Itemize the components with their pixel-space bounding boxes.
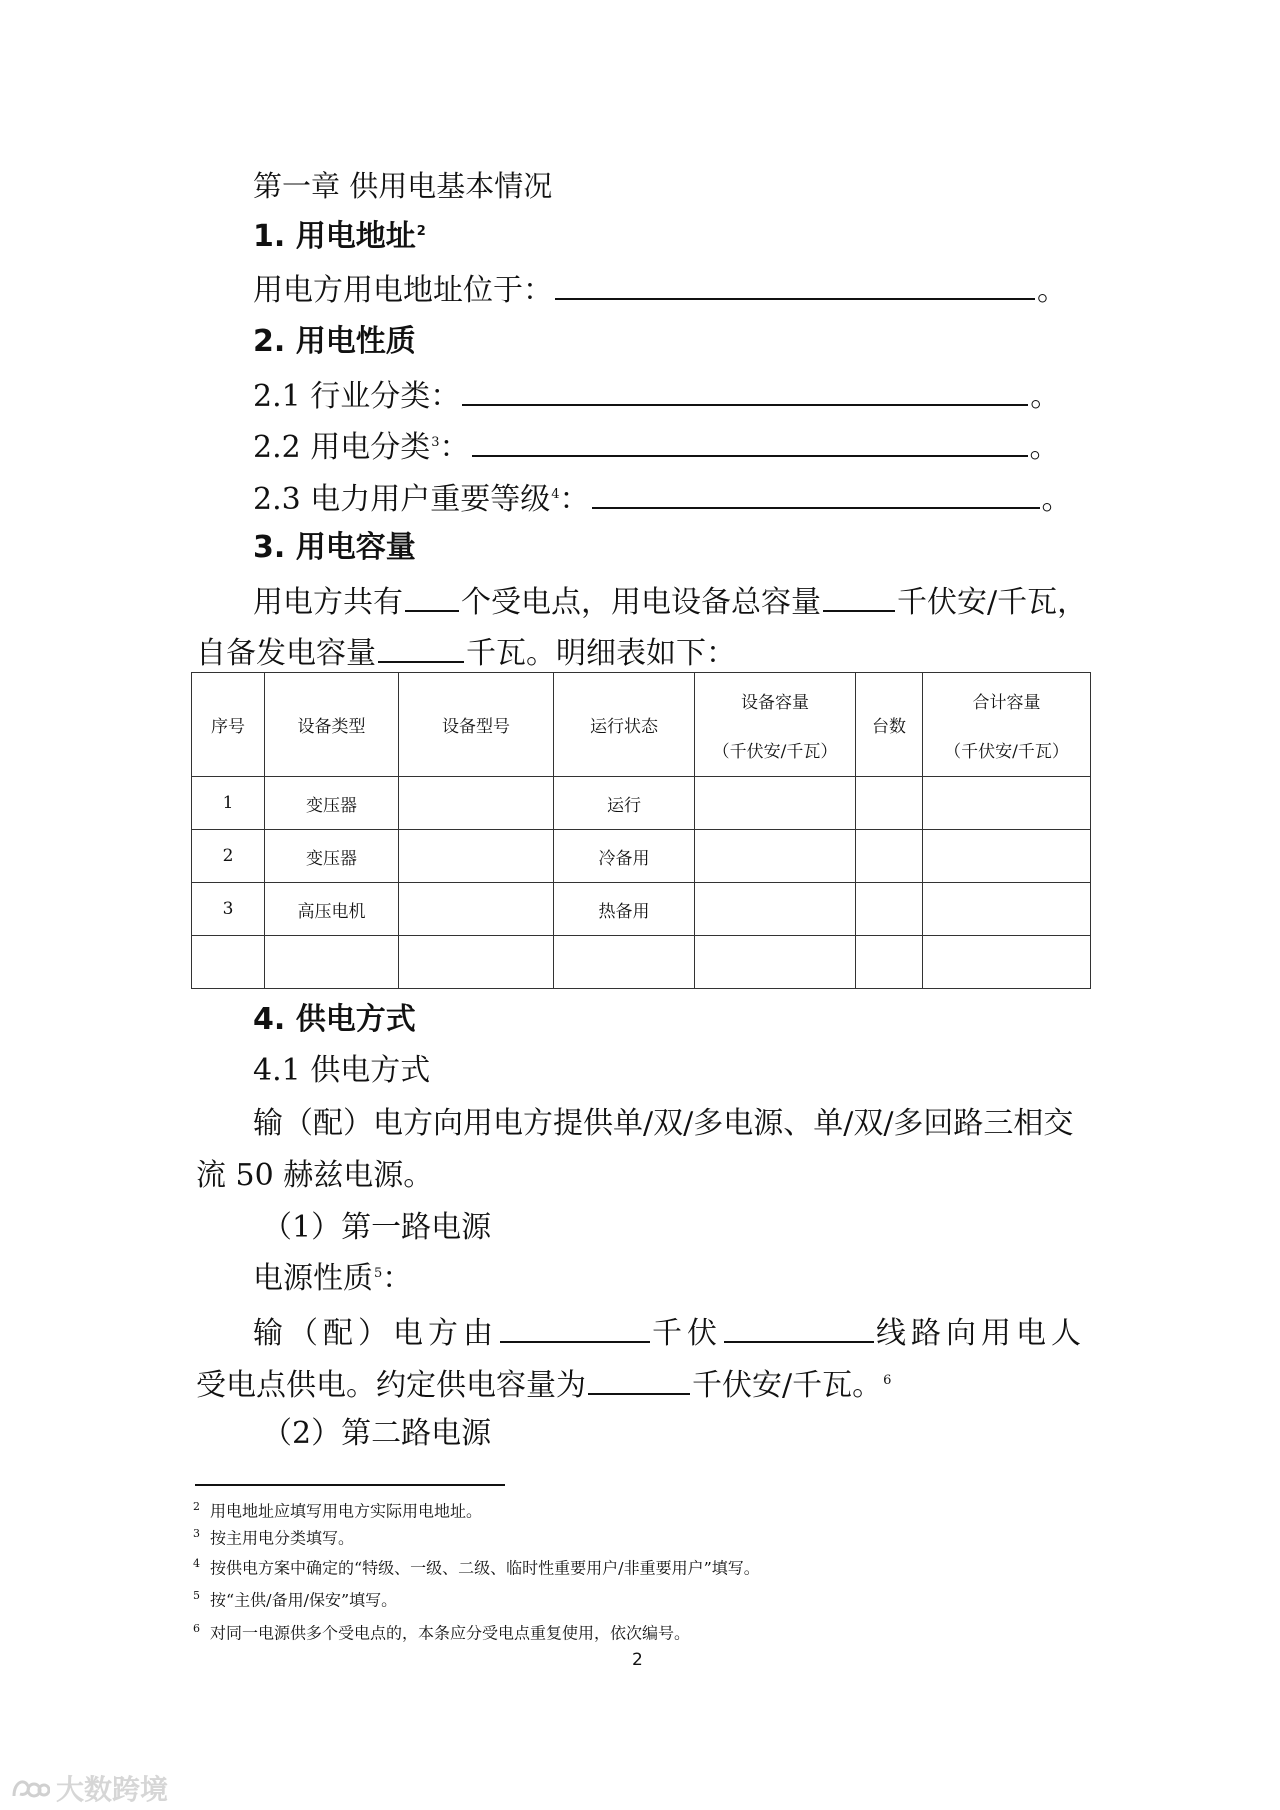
capacity-line-2 bbox=[196, 631, 736, 674]
footnote-text: 按主用电分类填写。 bbox=[210, 1528, 355, 1548]
cell-capacity[interactable] bbox=[695, 883, 856, 936]
supply-text-d: 受电点供电。约定供电容量为 bbox=[196, 1368, 586, 1403]
cell-type[interactable] bbox=[265, 936, 399, 989]
industry-label: 2.1 行业分类： bbox=[253, 379, 461, 414]
footnote-rule bbox=[195, 1484, 505, 1486]
source-nature-line bbox=[253, 1259, 412, 1299]
period: 。 bbox=[1041, 482, 1072, 517]
cell-type: 高压电机 bbox=[265, 883, 399, 936]
supply-paragraph-line-2: 流 50 赫兹电源。 bbox=[196, 1158, 434, 1193]
footnote-text: 按“主供/备用/保安”填写。 bbox=[210, 1590, 398, 1610]
cell-status: 冷备用 bbox=[554, 830, 695, 883]
table-header-row bbox=[192, 673, 1091, 777]
source-nature-label: 电源性质 bbox=[253, 1261, 373, 1296]
industry-blank[interactable] bbox=[462, 374, 1028, 406]
supply-text-e: 千伏安/千瓦。 bbox=[692, 1368, 883, 1403]
cell-count[interactable] bbox=[856, 883, 923, 936]
footnote-6 bbox=[193, 1618, 690, 1644]
footnote-ref-6: 6 bbox=[883, 1373, 892, 1388]
period: 。 bbox=[1037, 273, 1067, 308]
section-3-heading: 3. 用电容量 bbox=[253, 530, 416, 565]
cell-total[interactable] bbox=[923, 777, 1091, 830]
table-row bbox=[192, 936, 1091, 989]
category-line bbox=[253, 425, 1060, 468]
col-header-count: 台数 bbox=[856, 673, 923, 777]
cell-model[interactable] bbox=[399, 936, 554, 989]
total-capacity-blank[interactable] bbox=[823, 580, 895, 612]
watermark-logo-icon bbox=[10, 1772, 50, 1804]
footnote-ref-3: 3 bbox=[431, 435, 440, 450]
cell-count[interactable] bbox=[856, 936, 923, 989]
receiving-points-blank[interactable] bbox=[405, 580, 459, 612]
section-1-heading-text: 1. 用电地址 bbox=[253, 219, 416, 254]
table-row bbox=[192, 883, 1091, 936]
supply-paragraph-line-1: 输（配）电方向用电方提供单/双/多电源、单/双/多回路三相交 bbox=[253, 1106, 1074, 1141]
footnote-ref-5: 5 bbox=[374, 1266, 383, 1281]
col-header-model: 设备型号 bbox=[399, 673, 554, 777]
col-header-index: 序号 bbox=[192, 673, 265, 777]
line-name-blank[interactable] bbox=[724, 1311, 874, 1343]
footnote-ref-4: 4 bbox=[551, 487, 560, 502]
cell-capacity[interactable] bbox=[695, 830, 856, 883]
importance-label: 2.3 电力用户重要等级 bbox=[253, 482, 551, 517]
importance-line bbox=[253, 477, 1072, 520]
source-1-heading: （1）第一路电源 bbox=[262, 1210, 492, 1245]
cell-model[interactable] bbox=[399, 883, 554, 936]
page-number: 2 bbox=[632, 1650, 643, 1670]
footnote-num: 3 bbox=[193, 1527, 200, 1540]
cell-status: 运行 bbox=[554, 777, 695, 830]
watermark-text: 大数跨境 bbox=[56, 1773, 169, 1806]
cell-index: 3 bbox=[192, 883, 265, 936]
section-4-heading: 4. 供电方式 bbox=[253, 1002, 416, 1037]
self-gen-blank[interactable] bbox=[378, 631, 464, 663]
period: 。 bbox=[1029, 430, 1060, 465]
capacity-text-b: 个受电点，用电设备总容量 bbox=[461, 585, 821, 620]
industry-line bbox=[253, 374, 1060, 417]
supply-text-a: 输（配）电方由 bbox=[253, 1316, 498, 1351]
source-2-heading: （2）第二路电源 bbox=[262, 1416, 492, 1451]
watermark bbox=[10, 1768, 168, 1808]
capacity-text-c: 千伏安/千瓦， bbox=[897, 585, 1088, 620]
cell-count[interactable] bbox=[856, 777, 923, 830]
supply-text-b: 千伏 bbox=[652, 1316, 722, 1351]
cell-model[interactable] bbox=[399, 830, 554, 883]
self-gen-text: 千瓦。明细表如下： bbox=[466, 636, 736, 671]
footnote-5 bbox=[193, 1585, 397, 1611]
capacity-line-1 bbox=[253, 580, 1087, 623]
cell-capacity[interactable] bbox=[695, 777, 856, 830]
supply-line-1 bbox=[253, 1311, 1086, 1354]
self-gen-label: 自备发电容量 bbox=[196, 636, 376, 671]
table-row bbox=[192, 830, 1091, 883]
importance-blank[interactable] bbox=[592, 477, 1040, 509]
cell-total[interactable] bbox=[923, 883, 1091, 936]
col-header-status: 运行状态 bbox=[554, 673, 695, 777]
section-2-heading: 2. 用电性质 bbox=[253, 324, 416, 359]
cell-index[interactable] bbox=[192, 936, 265, 989]
capacity-text-a: 用电方共有 bbox=[253, 585, 403, 620]
category-blank[interactable] bbox=[472, 425, 1028, 457]
footnote-text: 按供电方案中确定的“特级、一级、二级、临时性重要用户/非重要用户”填写。 bbox=[210, 1558, 760, 1578]
footnote-num: 6 bbox=[193, 1622, 200, 1635]
footnote-4 bbox=[193, 1553, 760, 1579]
footnote-ref-2: 2 bbox=[416, 224, 426, 239]
cell-capacity[interactable] bbox=[695, 936, 856, 989]
colon: ： bbox=[559, 482, 590, 517]
supply-capacity-blank[interactable] bbox=[588, 1363, 690, 1395]
col-header-total bbox=[923, 673, 1091, 777]
total-unit: （千伏安/千瓦） bbox=[944, 741, 1069, 762]
cell-model[interactable] bbox=[399, 777, 554, 830]
footnote-num: 2 bbox=[193, 1500, 200, 1513]
voltage-blank[interactable] bbox=[500, 1311, 650, 1343]
address-line bbox=[253, 268, 1067, 311]
cell-status[interactable] bbox=[554, 936, 695, 989]
cell-type: 变压器 bbox=[265, 830, 399, 883]
capacity-title: 设备容量 bbox=[741, 692, 809, 713]
supply-line-2 bbox=[196, 1363, 891, 1406]
supply-text-c: 线路向用电人 bbox=[876, 1316, 1086, 1351]
cell-index: 1 bbox=[192, 777, 265, 830]
equipment-table bbox=[191, 672, 1091, 989]
footnote-2 bbox=[193, 1496, 482, 1522]
category-label: 2.2 用电分类 bbox=[253, 430, 431, 465]
cell-total[interactable] bbox=[923, 830, 1091, 883]
footnote-text: 对同一电源供多个受电点的，本条应分受电点重复使用，依次编号。 bbox=[210, 1623, 691, 1643]
address-label: 用电方用电地址位于： bbox=[253, 273, 553, 308]
address-blank[interactable] bbox=[555, 268, 1035, 300]
cell-total[interactable] bbox=[923, 936, 1091, 989]
period: 。 bbox=[1030, 379, 1061, 414]
total-title: 合计容量 bbox=[972, 692, 1041, 713]
section-4-1-heading: 4.1 供电方式 bbox=[253, 1053, 431, 1088]
capacity-unit: （千伏安/千瓦） bbox=[712, 741, 838, 762]
footnote-num: 5 bbox=[193, 1589, 200, 1602]
colon: ： bbox=[439, 430, 470, 465]
chapter-title: 第一章 供用电基本情况 bbox=[253, 169, 553, 203]
colon: ： bbox=[382, 1261, 413, 1296]
cell-status: 热备用 bbox=[554, 883, 695, 936]
cell-type: 变压器 bbox=[265, 777, 399, 830]
footnote-text: 用电地址应填写用电方实际用电地址。 bbox=[210, 1501, 483, 1521]
section-1-heading bbox=[253, 217, 426, 257]
footnote-3 bbox=[193, 1523, 354, 1549]
cell-index: 2 bbox=[192, 830, 265, 883]
table-row bbox=[192, 777, 1091, 830]
cell-count[interactable] bbox=[856, 830, 923, 883]
footnote-num: 4 bbox=[193, 1557, 200, 1570]
col-header-capacity bbox=[695, 673, 856, 777]
col-header-type: 设备类型 bbox=[265, 673, 399, 777]
